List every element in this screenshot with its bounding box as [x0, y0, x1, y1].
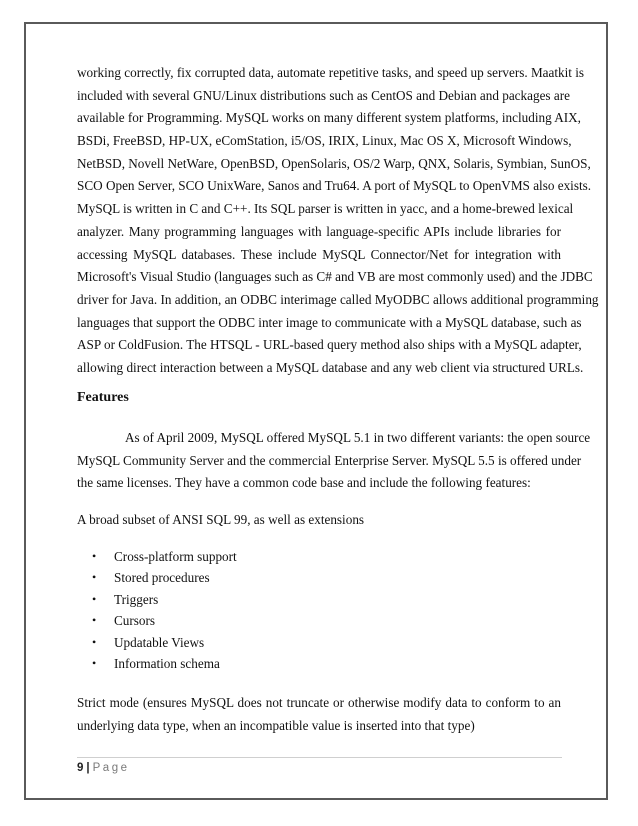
page-label: Page [92, 762, 130, 774]
list-item-label: Cursors [114, 613, 156, 629]
paragraph-features-intro [77, 427, 591, 495]
page-footer [77, 762, 129, 774]
text-line: Strict mode (ensures MySQL does not truncate or otherwise modify data to conform to an [77, 695, 561, 710]
list-item [77, 653, 237, 674]
list-item [77, 632, 237, 653]
text-line: the same licenses. They have a common code base and include the following features: [77, 475, 531, 491]
paragraph-mysql-platforms [77, 62, 599, 380]
list-item [77, 567, 237, 588]
paragraph-strict-mode [77, 692, 561, 737]
text-line: accessing MySQL databases. These include MySQL Connector/Net for integration with [77, 246, 561, 262]
text-line: NetBSD, Novell NetWare, OpenBSD, OpenSolaris, OS/2 Warp, QNX, Solaris, Symbian, SunOS, [77, 155, 591, 171]
footer-divider [77, 757, 562, 758]
text-line: BSDi, FreeBSD, HP-UX, eComStation, i5/OS, IRIX, Linux, Mac OS X, Microsoft Windows, [77, 133, 572, 149]
bullet-icon: • [92, 655, 97, 670]
list-item [77, 589, 237, 610]
list-item-label: Information schema [114, 655, 220, 671]
text-line: working correctly, fix corrupted data, automate repetitive tasks, and speed up servers. Maatkit is [77, 65, 585, 80]
text-line: driver for Java. In addition, an ODBC interimage called MyODBC allows additional programming [77, 291, 599, 307]
list-item-label: Cross-platform support [114, 549, 237, 564]
list-item-label: Updatable Views [114, 634, 205, 650]
list-item-label: Stored procedures [114, 570, 210, 586]
section-heading-features: Features [77, 390, 129, 405]
text-line: underlying data type, when an incompatible value is inserted into that type) [77, 717, 475, 733]
text-line: languages that support the ODBC inter image to communicate with a MySQL database, such as [77, 314, 582, 330]
text-line: Microsoft's Visual Studio (languages such as C# and VB are most commonly used) and the JDBC [77, 269, 593, 285]
bullet-icon: • [92, 591, 97, 606]
page-number: 9 [77, 762, 84, 774]
text-line: ASP or ColdFusion. The HTSQL - URL-based query method also ships with a MySQL adapter, [77, 337, 582, 353]
list-item-label: Triggers [114, 591, 159, 607]
text-line: MySQL Community Server and the commercial Enterprise Server. MySQL 5.5 is offered under [77, 452, 582, 468]
text-line: As of April 2009, MySQL offered MySQL 5.1 in two different variants: the open source [125, 430, 591, 445]
text-line: SCO Open Server, SCO UnixWare, Sanos and Tru64. A port of MySQL to OpenVMS also exists. [77, 178, 592, 194]
text-line: MySQL is written in C and C++. Its SQL parser is written in yacc, and a home-brewed lexical [77, 201, 574, 217]
subset-line: A broad subset of ANSI SQL 99, as well as extensions [77, 512, 365, 527]
text-line: analyzer. Many programming languages with language-specific APIs include libraries for [77, 223, 561, 239]
text-line: allowing direct interaction between a MySQL database and any web client via structured URLs. [77, 359, 584, 375]
list-item [77, 610, 237, 631]
bullet-icon: • [92, 570, 97, 585]
list-item [77, 546, 237, 567]
feature-list [77, 546, 237, 674]
footer-separator: | [86, 762, 90, 774]
bullet-icon: • [92, 634, 97, 649]
text-line: available for Programming. MySQL works on many different system platforms, including AIX, [77, 110, 581, 126]
bullet-icon: • [92, 613, 97, 628]
bullet-icon: • [92, 549, 97, 563]
text-line: included with several GNU/Linux distributions such as CentOS and Debian and packages are [77, 87, 570, 103]
